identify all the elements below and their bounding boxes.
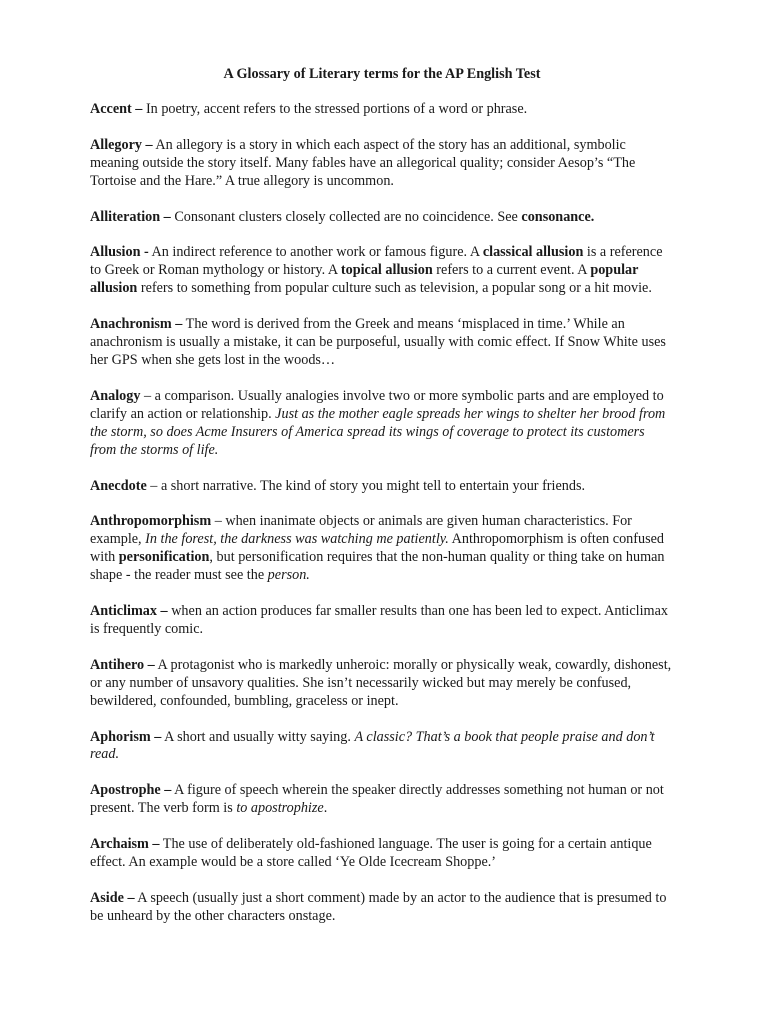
glossary-list — [90, 101, 674, 926]
glossary-entry — [90, 657, 674, 711]
bold-keyword: popular allusion — [90, 262, 639, 297]
glossary-term: Anticlimax – — [90, 603, 168, 620]
glossary-entry — [90, 513, 674, 585]
italic-example: In the forest, the darkness was watching me patiently. — [145, 531, 449, 548]
bold-keyword: consonance. — [521, 208, 595, 225]
glossary-term: Anthropomorphism — [90, 513, 212, 530]
definition-text: refers to a current event. A — [432, 262, 591, 279]
definition-text: . — [323, 800, 328, 817]
glossary-term: Anecdote — [90, 477, 147, 494]
italic-example: A classic? That’s a book that people praise and don’t read. — [90, 728, 655, 763]
definition-text: In poetry, accent refers to the stressed portions of a word or phrase. — [142, 100, 528, 117]
definition-text: Anthropomorphism is often confused with — [90, 531, 664, 566]
glossary-term: Antihero – — [90, 656, 155, 673]
definition-text: A figure of speech wherein the speaker directly addresses something not human or not present. The verb form is — [90, 782, 664, 817]
glossary-term: Alliteration – — [90, 208, 171, 225]
definition-text: – when inanimate objects or animals are given human characteristics. For example, — [90, 513, 632, 548]
glossary-term: Allegory – — [90, 136, 153, 153]
glossary-entry — [90, 244, 674, 298]
glossary-term: Analogy — [90, 387, 141, 404]
glossary-entry — [90, 478, 674, 496]
glossary-entry — [90, 836, 674, 872]
definition-text: is a reference to Greek or Roman mythology or history. A — [90, 244, 663, 279]
glossary-term: Apostrophe – — [90, 782, 172, 799]
glossary-entry — [90, 209, 674, 227]
bold-keyword: topical allusion — [340, 262, 433, 279]
definition-text: An allegory is a story in which each aspect of the story has an additional, symbolic meaning outside the story itself. Many fables have an allegorical quality; consider Aesop’s “The Tortoise and the Hare.” A true allegory is uncommon. — [90, 136, 636, 189]
definition-text: when an action produces far smaller results than one has been led to expect. Anticlimax is frequently comic. — [90, 603, 668, 637]
definition-text: A speech (usually just a short comment) made by an actor to the audience that is presumed to be unheard by the other characters onstage. — [90, 890, 667, 924]
glossary-term: Allusion - — [90, 244, 149, 261]
definition-text: The word is derived from the Greek and means ‘misplaced in time.’ While an anachronism is usually a mistake, it can be purposeful, usually with comic effect. If Snow White uses her GPS when she gets lost in the woods… — [90, 316, 666, 368]
glossary-entry — [90, 782, 674, 818]
glossary-entry — [90, 729, 674, 765]
glossary-entry — [90, 316, 674, 370]
italic-example: to apostrophize — [236, 800, 324, 817]
glossary-entry — [90, 388, 674, 460]
definition-text: The use of deliberately old-fashioned language. The user is going for a certain antique effect. An example would be a store called ‘Ye Olde Icecream Shoppe.’ — [90, 836, 652, 871]
definition-text: – a comparison. Usually analogies involve two or more symbolic parts and are employed to clarify an action or relationship. — [90, 387, 664, 422]
glossary-term: Anachronism – — [90, 316, 183, 333]
definition-text: – a short narrative. The kind of story you might tell to entertain your friends. — [146, 477, 586, 494]
glossary-entry — [90, 603, 674, 639]
definition-text: , but personification requires that the non-human quality or thing take on human shape - the reader must see the — [90, 549, 665, 584]
glossary-entry — [90, 137, 674, 191]
glossary-entry — [90, 101, 674, 119]
glossary-entry — [90, 890, 674, 926]
bold-keyword: personification — [118, 549, 210, 566]
definition-text: refers to something from popular culture such as television, a popular song or a hit movie. — [137, 280, 652, 297]
glossary-term: Aphorism – — [90, 728, 162, 745]
italic-example: Just as the mother eagle spreads her wings to shelter her brood from the storm, so does Acme Insurers of America spread its wings of coverage to protect its customers from the storms of life. — [90, 405, 666, 458]
glossary-term: Aside – — [90, 890, 135, 906]
glossary-term: Archaism – — [90, 836, 160, 853]
document-page — [90, 66, 674, 944]
glossary-term: Accent – — [90, 100, 143, 117]
bold-keyword: classical allusion — [482, 244, 584, 261]
definition-text: A short and usually witty saying. — [161, 728, 355, 745]
page-title: A Glossary of Literary terms for the AP English Test — [223, 66, 541, 82]
italic-example: person. — [267, 567, 310, 584]
definition-text: A protagonist who is markedly unheroic: morally or physically weak, cowardly, dishonest, or any number of unsavory qualities. She isn’t necessarily wicked but may merely be confused, bewildered, confounded, bumbling, graceless or inept. — [90, 656, 672, 709]
definition-text: An indirect reference to another work or famous figure. A — [148, 244, 483, 261]
definition-text: Consonant clusters closely collected are no coincidence. See — [170, 208, 522, 225]
